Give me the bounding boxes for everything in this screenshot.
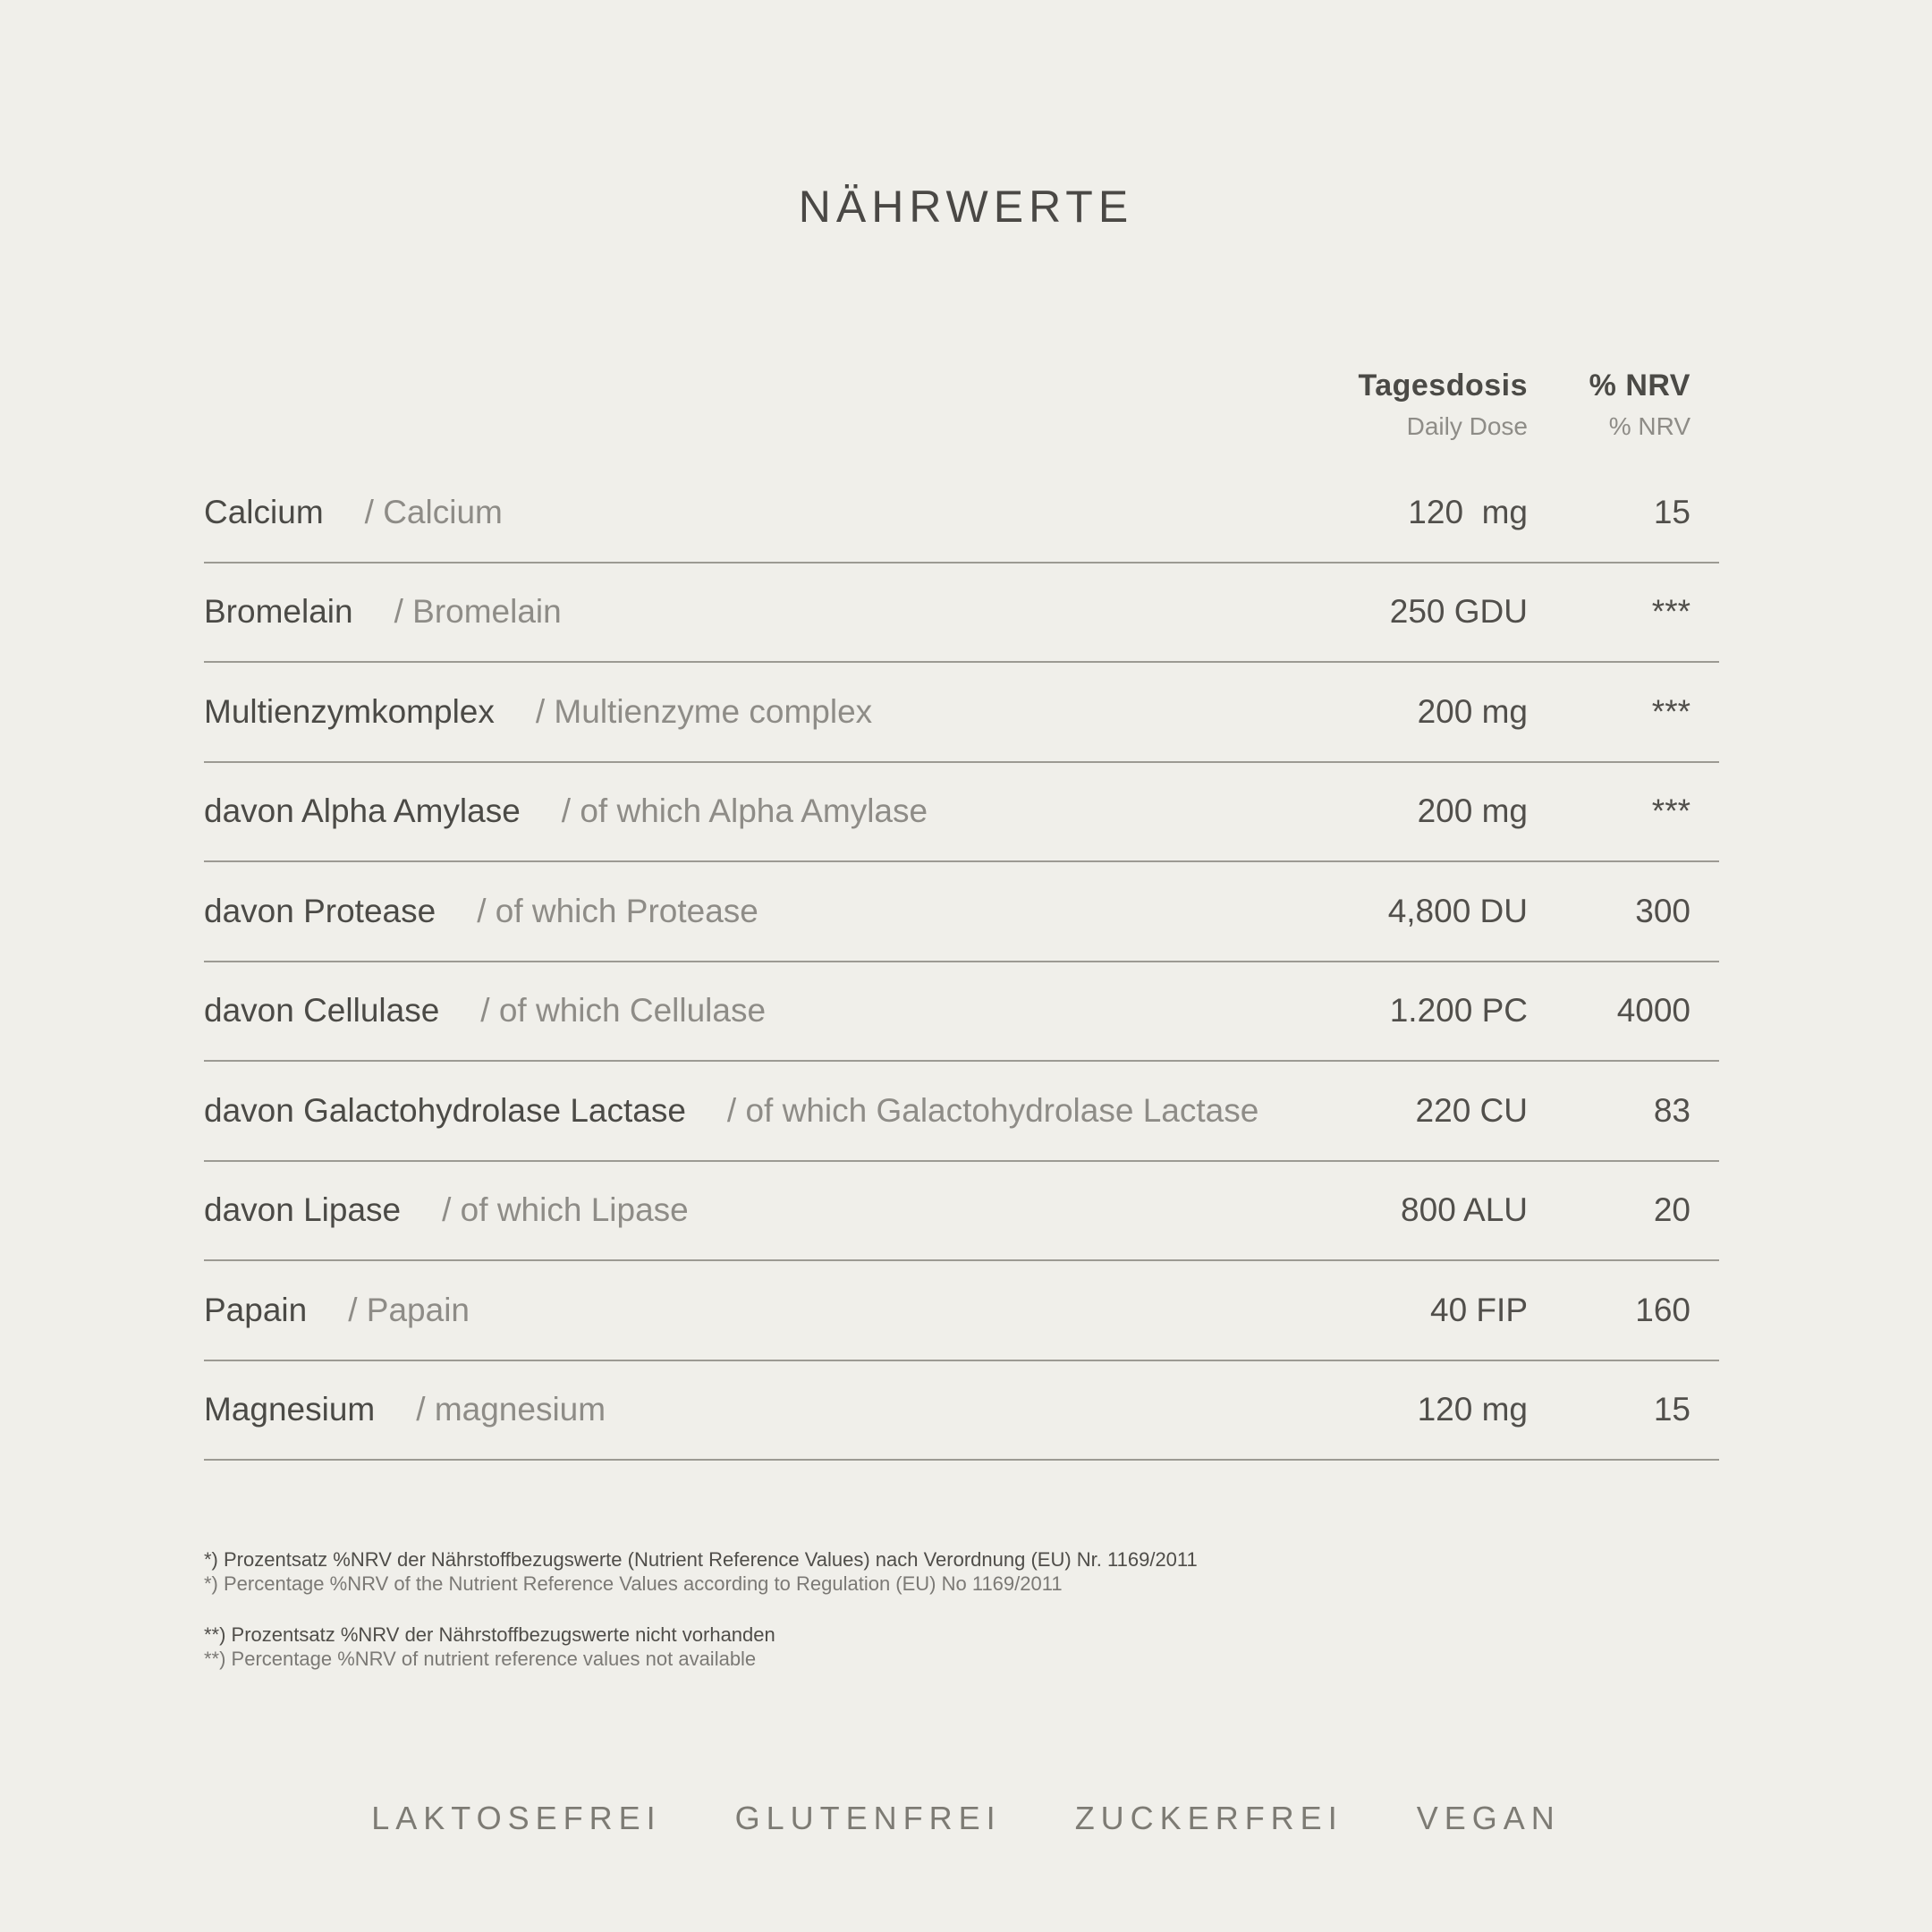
footnote-nrv-not-available — [204, 1623, 1198, 1671]
nutrient-daily-dose: 4,800 DU — [1387, 892, 1528, 929]
nutrient-nrv-percent: *** — [1651, 792, 1690, 830]
footnote-nrv-not-available-de: **) Prozentsatz %NRV der Nährstoffbezugswerte nicht vorhanden — [204, 1623, 775, 1646]
nutrient-daily-dose: 120 mg — [1408, 493, 1528, 530]
nutrient-name-en: / magnesium — [416, 1391, 606, 1428]
nutrient-name-de: davon Protease — [204, 892, 436, 929]
nutrient-daily-dose: 120 mg — [1417, 1391, 1528, 1428]
table-row — [204, 1062, 1719, 1162]
nutrient-daily-dose: 40 FIP — [1430, 1291, 1528, 1328]
nutrient-name-en: / of which Protease — [477, 892, 758, 929]
footnotes — [204, 1547, 1198, 1671]
column-header-nrv — [1589, 369, 1690, 441]
table-row — [204, 663, 1719, 763]
nutrient-daily-dose: 200 mg — [1417, 692, 1528, 730]
table-row — [204, 1162, 1719, 1262]
nutrient-name-de: davon Cellulase — [204, 992, 440, 1030]
nutrient-name-de: Calcium — [204, 493, 324, 530]
nutrient-name-en: / of which Cellulase — [480, 992, 767, 1030]
column-header-daily-dose-en: Daily Dose — [1406, 412, 1528, 440]
table-body — [204, 463, 1719, 1461]
footnote-nrv-reference — [204, 1547, 1198, 1596]
nutrient-name-de: Multienzymkomplex — [204, 692, 495, 730]
nutrient-nrv-percent: 160 — [1635, 1291, 1690, 1328]
table-header-row — [204, 369, 1719, 463]
column-header-nrv-en: % NRV — [1608, 412, 1690, 440]
nutrient-nrv-percent: 20 — [1653, 1191, 1690, 1229]
nutrient-name-en: / Bromelain — [394, 593, 562, 631]
dietary-badge: VEGAN — [1416, 1800, 1561, 1836]
nutrient-name-de: Papain — [204, 1291, 308, 1328]
nutrient-daily-dose: 800 ALU — [1401, 1191, 1528, 1229]
dietary-badge: ZUCKERFREI — [1074, 1800, 1343, 1836]
nutrient-name-de: Magnesium — [204, 1391, 376, 1428]
nutrient-nrv-percent: 83 — [1653, 1091, 1690, 1129]
dietary-badges — [0, 1800, 1932, 1837]
nutrition-table — [204, 369, 1719, 1461]
nutrient-daily-dose: 1.200 PC — [1389, 992, 1528, 1030]
table-row — [204, 763, 1719, 863]
column-header-daily-dose — [1358, 369, 1528, 441]
nutrient-daily-dose: 220 CU — [1415, 1091, 1528, 1129]
footnote-nrv-not-available-en: **) Percentage %NRV of nutrient reference values not available — [204, 1648, 757, 1670]
nutrient-name-de: davon Galactohydrolase Lactase — [204, 1091, 686, 1129]
page-title: NÄHRWERTE — [798, 182, 1134, 232]
footnote-nrv-reference-en: *) Percentage %NRV of the Nutrient Reference Values according to Regulation (EU) No 1169/2011 — [204, 1572, 1063, 1595]
column-header-nrv-de: % NRV — [1589, 369, 1690, 402]
nutrient-name-en: / of which Galactohydrolase Lactase — [726, 1091, 1259, 1129]
nutrient-name-de: davon Lipase — [204, 1191, 402, 1229]
table-row — [204, 463, 1719, 564]
nutrient-daily-dose: 250 GDU — [1389, 593, 1528, 631]
footnote-nrv-reference-de: *) Prozentsatz %NRV der Nährstoffbezugswerte (Nutrient Reference Values) nach Verordnung (EU) Nr. 1169/2011 — [204, 1548, 1198, 1571]
nutrient-daily-dose: 200 mg — [1417, 792, 1528, 830]
nutrient-name-en: / of which Lipase — [442, 1191, 689, 1229]
nutrient-nrv-percent: *** — [1651, 692, 1690, 730]
nutrient-nrv-percent: 15 — [1653, 1391, 1690, 1428]
nutrient-name-de: davon Alpha Amylase — [204, 792, 521, 830]
table-row — [204, 862, 1719, 962]
dietary-badge: GLUTENFREI — [734, 1800, 1002, 1836]
nutrient-nrv-percent: 300 — [1635, 892, 1690, 929]
nutrient-name-en: / Multienzyme complex — [535, 692, 873, 730]
column-header-daily-dose-de: Tagesdosis — [1358, 369, 1528, 402]
nutrient-name-en: / of which Alpha Amylase — [561, 792, 928, 830]
nutrient-nrv-percent: 15 — [1653, 493, 1690, 530]
nutrient-nrv-percent: 4000 — [1616, 992, 1690, 1030]
nutrient-name-en: / Papain — [348, 1291, 470, 1328]
nutrient-name-de: Bromelain — [204, 593, 353, 631]
table-row — [204, 564, 1719, 664]
table-row — [204, 1261, 1719, 1361]
nutrient-name-en: / Calcium — [364, 493, 503, 530]
nutrient-nrv-percent: *** — [1651, 593, 1690, 631]
table-row — [204, 962, 1719, 1063]
table-row — [204, 1361, 1719, 1462]
dietary-badge: LAKTOSEFREI — [371, 1800, 662, 1836]
